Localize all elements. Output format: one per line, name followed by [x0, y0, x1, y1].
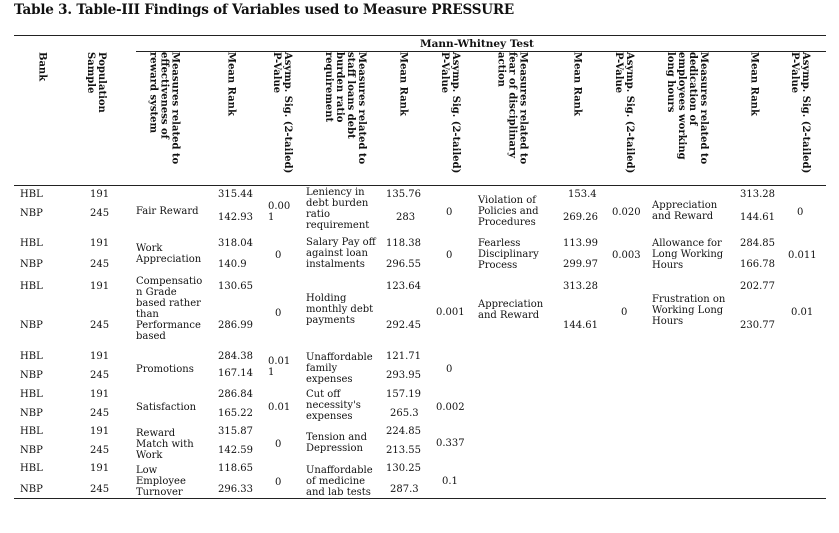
- sample-cell: 245: [90, 259, 110, 270]
- bank-cell: HBL: [20, 426, 43, 437]
- measure-label: Appreciation and Reward: [478, 299, 544, 321]
- p-value: 0: [275, 439, 282, 450]
- mean-rank-nbp: 142.93: [218, 212, 253, 223]
- mean-rank-nbp: 287.3: [390, 484, 419, 495]
- measure-label: Frustration on Working Long Hours: [652, 294, 726, 327]
- mean-rank-hbl: 202.77: [740, 281, 775, 292]
- mean-rank-hbl: 224.85: [386, 426, 421, 437]
- bank-cell: HBL: [20, 281, 43, 292]
- mean-rank-hbl: 315.44: [218, 189, 253, 200]
- mean-rank-nbp: 269.26: [563, 212, 598, 223]
- header-p-value-4: Asymp. Sig. (2-tailed) P-Value: [789, 52, 811, 174]
- mean-rank-nbp: 293.95: [386, 370, 421, 381]
- mean-rank-hbl: 284.85: [740, 238, 775, 249]
- measure-label: Violation of Policies and Procedures: [478, 195, 539, 228]
- measure-label: Satisfaction: [136, 402, 197, 413]
- mean-rank-nbp: 167.14: [218, 368, 253, 379]
- measure-label: Compensatio n Grade based rather than Performance based: [136, 276, 203, 342]
- mean-rank-hbl: 286.84: [218, 389, 253, 400]
- measure-label: Leniency in debt burden ratio requirement: [306, 187, 370, 231]
- p-value: 0: [275, 250, 282, 261]
- header-mean-rank-1: Mean Rank: [225, 52, 237, 116]
- sample-cell: 191: [90, 189, 110, 200]
- mean-rank-nbp: 296.33: [218, 484, 253, 495]
- sample-cell: 191: [90, 281, 110, 292]
- sample-cell: 191: [90, 389, 110, 400]
- measure-label: Cut off necessity's expenses: [306, 389, 361, 422]
- mean-rank-hbl: 153.4: [568, 189, 597, 200]
- measure-label: Fair Reward: [136, 206, 199, 217]
- mean-rank-nbp: 213.55: [386, 445, 421, 456]
- header-measure-3: Measures related to fear of disciplinary action: [495, 52, 529, 165]
- mean-rank-hbl: 284.38: [218, 351, 253, 362]
- mean-rank-nbp: 142.59: [218, 445, 253, 456]
- measure-label: Holding monthly debt payments: [306, 293, 374, 326]
- p-value: 0.01: [791, 307, 814, 318]
- p-value: 0: [446, 207, 453, 218]
- mean-rank-nbp: 296.55: [386, 259, 421, 270]
- measure-label: Work Appreciation: [136, 243, 202, 265]
- table-caption: Table 3. Table-III Findings of Variables used to Measure PRESSURE: [14, 2, 514, 18]
- measure-label: Low Employee Turnover: [136, 465, 186, 498]
- sample-cell: 245: [90, 370, 110, 381]
- p-value: 0.001: [436, 307, 465, 318]
- bank-cell: NBP: [20, 445, 43, 456]
- measure-label: Reward Match with Work: [136, 428, 194, 461]
- measure-label: Salary Pay off against loan instalments: [306, 237, 376, 270]
- measure-label: Allowance for Long Working Hours: [652, 238, 724, 271]
- sample-cell: 245: [90, 320, 110, 331]
- measure-label: Unaffordable of medicine and lab tests: [306, 465, 373, 498]
- header-measure-1: Measures related to effectiveness of reward system: [147, 52, 181, 165]
- sample-cell: 245: [90, 445, 110, 456]
- mean-rank-hbl: 318.04: [218, 238, 253, 249]
- mean-rank-nbp: 165.22: [218, 408, 253, 419]
- p-value: 0.020: [612, 207, 641, 218]
- bank-cell: HBL: [20, 389, 43, 400]
- bank-cell: HBL: [20, 238, 43, 249]
- mean-rank-nbp: 265.3: [390, 408, 419, 419]
- mean-rank-hbl: 113.99: [563, 238, 598, 249]
- sample-cell: 191: [90, 426, 110, 437]
- p-value: 0: [621, 307, 628, 318]
- mean-rank-hbl: 118.65: [218, 463, 253, 474]
- p-value: 0.1: [442, 476, 458, 487]
- p-value: 0: [275, 477, 282, 488]
- header-p-value-2: Asymp. Sig. (2-tailed) P-Value: [439, 52, 461, 174]
- bank-cell: NBP: [20, 370, 43, 381]
- header-bank: Bank: [36, 52, 48, 82]
- measure-label: Appreciation and Reward: [652, 200, 718, 222]
- sample-cell: 191: [90, 463, 110, 474]
- p-value: 0: [797, 207, 804, 218]
- measure-label: Fearless Disciplinary Process: [478, 238, 539, 271]
- sample-cell: 191: [90, 351, 110, 362]
- p-value: 0: [446, 250, 453, 261]
- mean-rank-hbl: 313.28: [563, 281, 598, 292]
- header-measure-4: Measures related to dedication of employees working long hours: [665, 52, 709, 165]
- sample-cell: 191: [90, 238, 110, 249]
- bank-cell: HBL: [20, 189, 43, 200]
- p-value: 0.011: [788, 250, 817, 261]
- mean-rank-nbp: 230.77: [740, 320, 775, 331]
- sample-cell: 245: [90, 208, 110, 219]
- header-p-value-3: Asymp. Sig. (2-tailed) P-Value: [613, 52, 635, 174]
- mean-rank-nbp: 140.9: [218, 259, 247, 270]
- bottom-rule: [14, 498, 826, 499]
- mean-rank-hbl: 123.64: [386, 281, 421, 292]
- mean-rank-hbl: 130.65: [218, 281, 253, 292]
- p-value: 0.01: [268, 402, 291, 413]
- header-mean-rank-3: Mean Rank: [571, 52, 583, 116]
- bank-cell: NBP: [20, 484, 43, 495]
- measure-label: Tension and Depression: [306, 432, 368, 454]
- header-p-value-1: Asymp. Sig. (2-tailed) P-Value: [271, 52, 293, 174]
- bank-cell: NBP: [20, 208, 43, 219]
- bank-cell: NBP: [20, 259, 43, 270]
- p-value: 0.002: [436, 402, 465, 413]
- mean-rank-nbp: 166.78: [740, 259, 775, 270]
- mean-rank-nbp: 283: [396, 212, 416, 223]
- mean-rank-nbp: 292.45: [386, 320, 421, 331]
- mean-rank-hbl: 118.38: [386, 238, 421, 249]
- sub-rule: [136, 51, 826, 52]
- p-value: 0: [275, 308, 282, 319]
- header-population: Population Sample: [85, 52, 107, 113]
- bank-cell: NBP: [20, 408, 43, 419]
- header-rule: [14, 185, 826, 186]
- p-value: 0.337: [436, 438, 465, 449]
- sample-cell: 245: [90, 408, 110, 419]
- measure-label: Unaffordable family expenses: [306, 352, 373, 385]
- mean-rank-hbl: 313.28: [740, 189, 775, 200]
- sample-cell: 245: [90, 484, 110, 495]
- measure-label: Promotions: [136, 364, 194, 375]
- mean-rank-nbp: 286.99: [218, 320, 253, 331]
- mean-rank-hbl: 121.71: [386, 351, 421, 362]
- mean-rank-hbl: 157.19: [386, 389, 421, 400]
- p-value: 0.01 1: [268, 356, 291, 378]
- bank-cell: HBL: [20, 463, 43, 474]
- header-mean-rank-2: Mean Rank: [397, 52, 409, 116]
- mean-rank-nbp: 144.61: [740, 212, 775, 223]
- mean-rank-hbl: 135.76: [386, 189, 421, 200]
- top-rule: [14, 35, 826, 36]
- mean-rank-hbl: 130.25: [386, 463, 421, 474]
- bank-cell: NBP: [20, 320, 43, 331]
- p-value: 0.00 1: [268, 201, 291, 223]
- mean-rank-hbl: 315.87: [218, 426, 253, 437]
- bank-cell: HBL: [20, 351, 43, 362]
- p-value: 0.003: [612, 250, 641, 261]
- mean-rank-nbp: 299.97: [563, 259, 598, 270]
- p-value: 0: [446, 364, 453, 375]
- mean-rank-nbp: 144.61: [563, 320, 598, 331]
- header-measure-2: Measures related to staff loans debt burden ratio requirement: [323, 52, 367, 165]
- header-mean-rank-4: Mean Rank: [748, 52, 760, 116]
- super-header: Mann-Whitney Test: [420, 38, 534, 50]
